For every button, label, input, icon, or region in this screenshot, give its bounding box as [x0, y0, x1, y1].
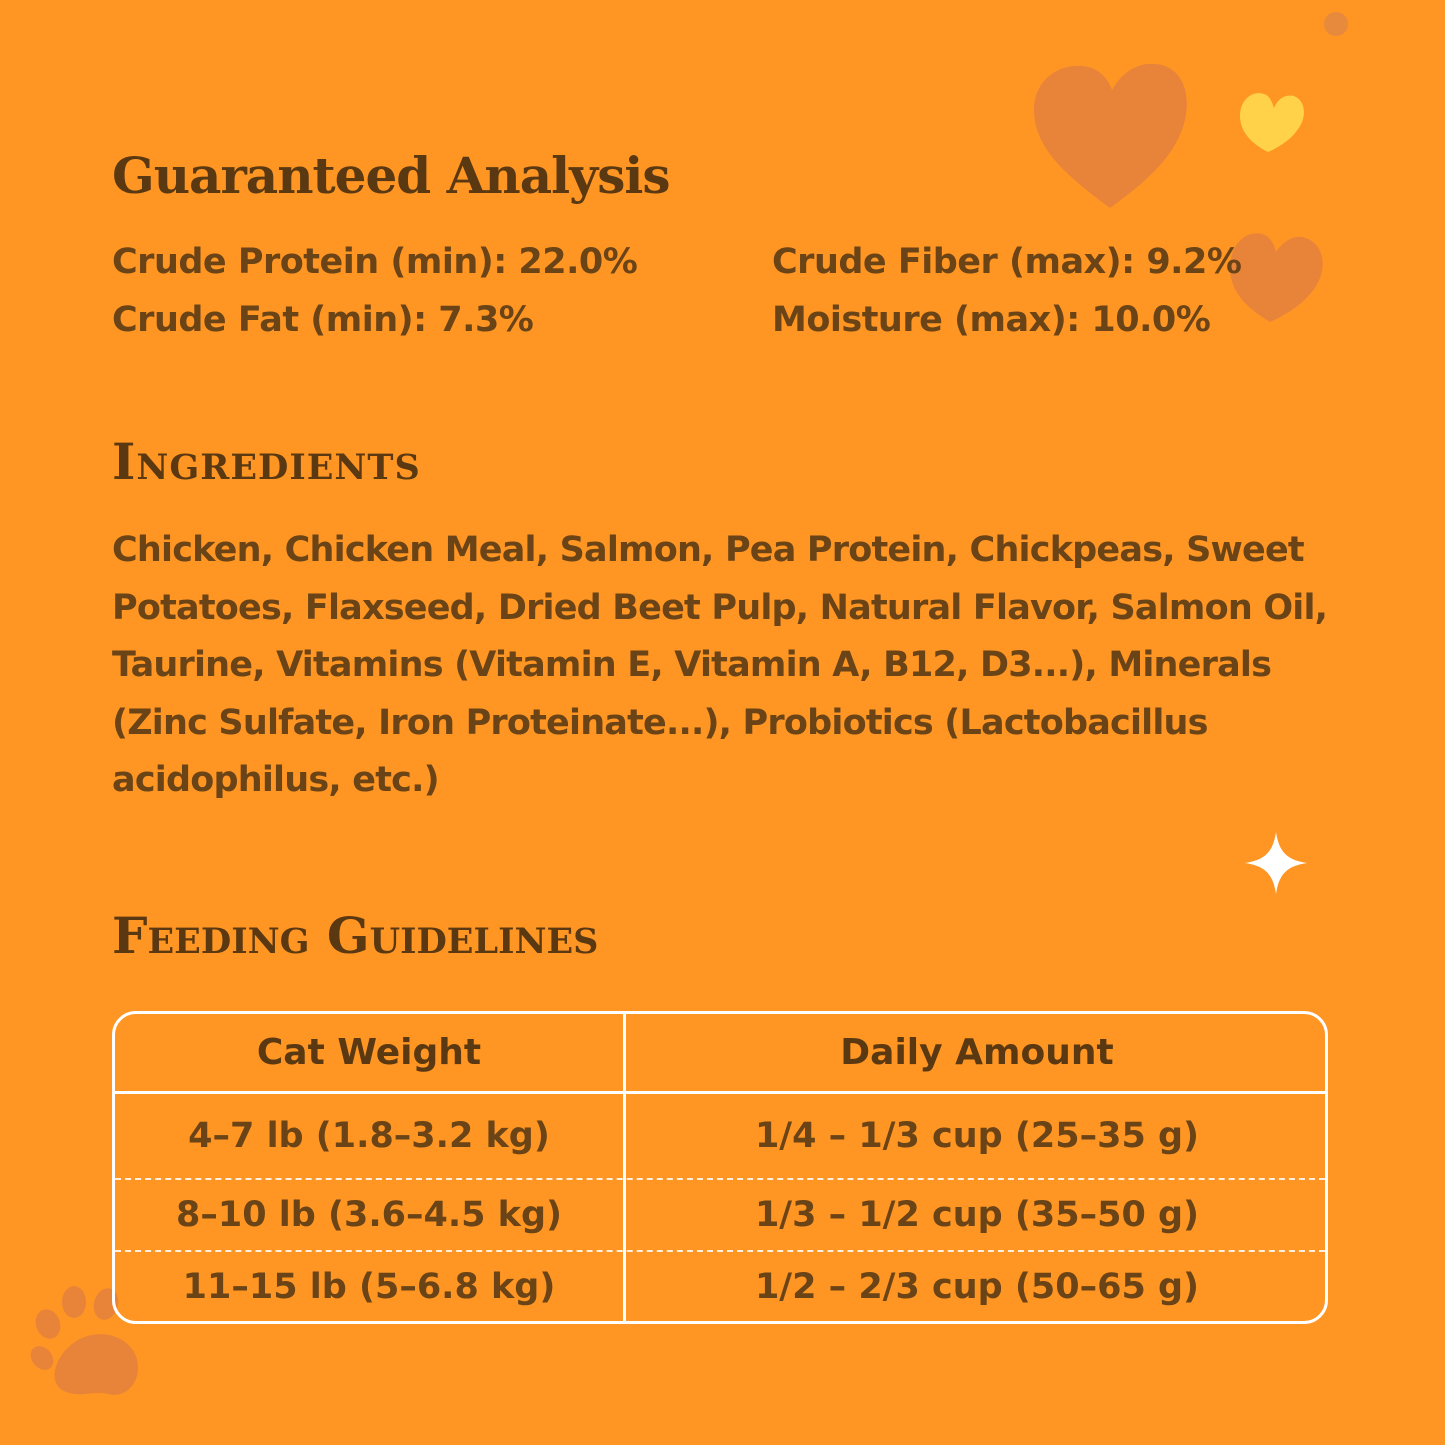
- table-cell-weight: 8–10 lb (3.6–4.5 kg): [176, 1195, 562, 1235]
- table-cell-amount: 1/2 – 2/3 cup (50–65 g): [754, 1267, 1200, 1307]
- table-header-cat-weight: Cat Weight: [256, 1032, 482, 1073]
- table-cell-amount: 1/4 – 1/3 cup (25–35 g): [754, 1116, 1200, 1156]
- analysis-item-protein: Crude Protein (min): 22.0%: [112, 242, 638, 282]
- feeding-table: [112, 1011, 1328, 1324]
- table-cell-weight: 4–7 lb (1.8–3.2 kg): [188, 1116, 550, 1156]
- analysis-item-moisture: Moisture (max): 10.0%: [772, 300, 1211, 340]
- analysis-item-fat: Crude Fat (min): 7.3%: [112, 300, 534, 340]
- ingredients-title: Ingredients: [112, 432, 421, 491]
- analysis-item-fiber: Crude Fiber (max): 9.2%: [772, 242, 1242, 282]
- dot-icon: [1324, 12, 1348, 36]
- heart-icon: [1030, 60, 1190, 212]
- analysis-title: Guaranteed Analysis: [112, 146, 670, 205]
- feeding-title: Feeding Guidelines: [112, 906, 599, 965]
- ingredients-text: Chicken, Chicken Meal, Salmon, Pea Protein, Chickpeas, Sweet Potatoes, Flaxseed, Dried Beet Pulp, Natural Flavor, Salmon Oil, Taurine, Vitamins (Vitamin E, Vitamin A, B12, D3...), Minerals (Zinc Sulfate, Iron Proteinate...), Probiotics (Lactobacillus acidophilus, etc.): [112, 530, 1328, 800]
- heart-icon: [1238, 88, 1306, 154]
- sparkle-icon: [1243, 830, 1309, 896]
- table-cell-weight: 11–15 lb (5–6.8 kg): [182, 1267, 556, 1307]
- table-cell-amount: 1/3 – 1/2 cup (35–50 g): [754, 1195, 1200, 1235]
- table-header-daily-amount: Daily Amount: [840, 1032, 1114, 1073]
